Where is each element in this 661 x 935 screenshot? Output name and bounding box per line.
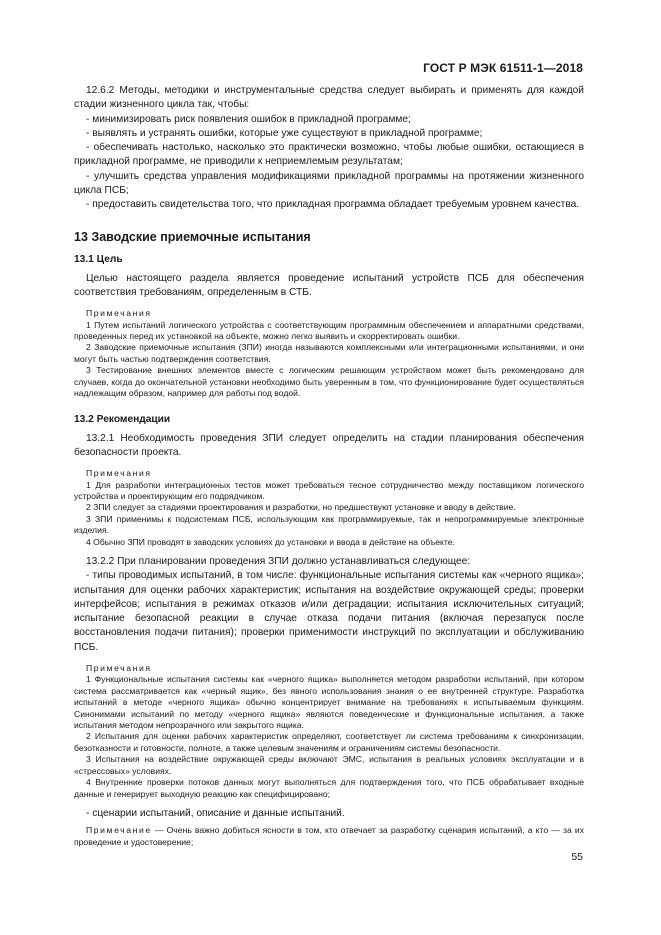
list-item: - улучшить средства управления модификациями прикладной программы на протяжении жизненного цикла ПСБ; bbox=[74, 170, 584, 197]
list-item: - сценарии испытаний, описание и данные испытаний. bbox=[86, 807, 345, 819]
note-item: 3 Тестирование внешних элементов вместе с логическим решающим устройством может быть рекомендовано для случаев, когда до окончательной установки необходимо быть уверенным в том, что функционирование будет осуществляться надлежащим образом, например для работы под водой. bbox=[74, 365, 584, 399]
list-item: - обеспечивать настолько, насколько это практически возможно, чтобы любые ошибки, остающиеся в прикладной программе, не приводили к неприемлемым результатам; bbox=[74, 142, 584, 168]
note-item: 4 Внутренние проверки потоков данных могут выполняться для подтверждения того, что ПСБ обрабатывает входные данные и генерирует выходную реакцию как специфицировано; bbox=[74, 777, 584, 799]
standard-header: ГОСТ Р МЭК 61511-1—2018 bbox=[423, 61, 583, 75]
notes-label: Примечания bbox=[86, 468, 152, 479]
note-item: 3 Испытания на воздействие окружающей среды включают ЭМС, испытания в реальных условиях эксплуатации и в «стрессовых» условиях. bbox=[74, 754, 584, 776]
clause-13-2-1-text: 13.2.1 Необходимость проведения ЗПИ следует определить на стадии планирования обеспечения безопасности проекта. bbox=[74, 432, 584, 458]
note-item: 2 ЗПИ следует за стадиями проектирования и разработки, но предшествуют установке и вводу в действие. bbox=[86, 502, 516, 513]
note-item: 1 Функциональные испытания системы как «черного ящика» выполняется методом разработки испытаний, при котором система рассматривается как «черный ящик», без явного использования знания о ее внутренней структуре. Разработка испытаний в методе «черного ящика» обычно концентрирует внимание на требованиях к испытываемым функциям. Синонимами испытаний по методу «черного ящика» являются поведенческие и функциональные испытания, а также испытания методом непрозрачного или закрытого ящика. bbox=[74, 674, 584, 731]
list-item: - типы проводимых испытаний, в том числе: функциональные испытания системы как «черного ящика»; испытания для оценки рабочих характеристик; испытания на воздействие окружающей среды; проверки интерфейсов; испытания в режимах отказов и/или деградации; испытания исключительных ситуаций; испытание безопасной реакции в случае отказа подачи питания (включая перезапуск после восстановления подачи питания); проверки применимости инструкций по эксплуатации и обслуживанию ПСБ. bbox=[74, 570, 584, 653]
page-number: 55 bbox=[571, 851, 583, 863]
clause-13-2 bbox=[74, 413, 584, 849]
clause-12-6-2-intro: 12.6.2 Методы, методики и инструментальные средства следует выбирать и применять для каждой стадии жизненного цикла так, чтобы: bbox=[74, 85, 584, 111]
clause-12-6-2 bbox=[74, 84, 584, 213]
clause-13-2-2-text: 13.2.2 При планировании проведения ЗПИ должно устанавливаться следующее: bbox=[86, 555, 471, 567]
notes-label: Примечания bbox=[86, 663, 152, 674]
list-item: - минимизировать риск появления ошибок в прикладной программе; bbox=[86, 113, 411, 125]
clause-13-1-text: Целью настоящего раздела является проведение испытаний устройств ПСБ для обеспечения соответствия требованиям, определенным в СТБ. bbox=[74, 272, 584, 298]
note-item: 2 Испытания для оценки рабочих характеристик определяют, соответствует ли система требованиям к синхронизации, безотказности и готовности, полноте, а также целевым значениям и ограничениям системы безопасности. bbox=[74, 731, 584, 753]
note-item: 3 ЗПИ применимы к подсистемам ПСБ, использующим как программируемые, так и непрограммируемые электронные изделия. bbox=[74, 513, 584, 536]
final-note bbox=[74, 825, 584, 848]
section-13-heading: 13 Заводские приемочные испытания bbox=[74, 229, 311, 244]
page-content bbox=[74, 84, 584, 848]
clause-13-1-heading: 13.1 Цель bbox=[74, 253, 123, 265]
notes-label: Примечания bbox=[86, 308, 152, 319]
note-item: 4 Обычно ЗПИ проводят в заводских условиях до установки и ввода в действие на объекте. bbox=[86, 536, 455, 547]
note-label-inline: Примечание bbox=[86, 825, 152, 836]
list-item: - предоставить свидетельства того, что прикладная программа обладает требуемым уровнем качества. bbox=[86, 199, 580, 211]
note-item: 1 Для разработки интеграционных тестов может требоваться тесное сотрудничество между поставщиком логического устройства и проектирующим его подрядчиком. bbox=[74, 479, 584, 501]
clause-13-2-heading: 13.2 Рекомендации bbox=[74, 413, 171, 425]
note-item: 2 Заводские приемочные испытания (ЗПИ) иногда называются комплексными или интеграционными испытаниями, и они могут быть частью подтверждения соответствия. bbox=[74, 342, 584, 364]
final-note-text: — Очень важно добиться ясности в том, кто отвечает за разработку сценария испытаний, а кто — за их проведение и удостоверение; bbox=[74, 825, 584, 847]
note-item: 1 Путем испытаний логического устройства с соответствующим программным обеспечением и аппаратными средствами, проведенных перед их установкой на объекте, можно легко выявить и скорректировать ошибки. bbox=[74, 319, 584, 342]
clause-13-1 bbox=[74, 253, 584, 400]
list-item: - выявлять и устранять ошибки, которые уже существуют в прикладной программе; bbox=[86, 127, 483, 139]
